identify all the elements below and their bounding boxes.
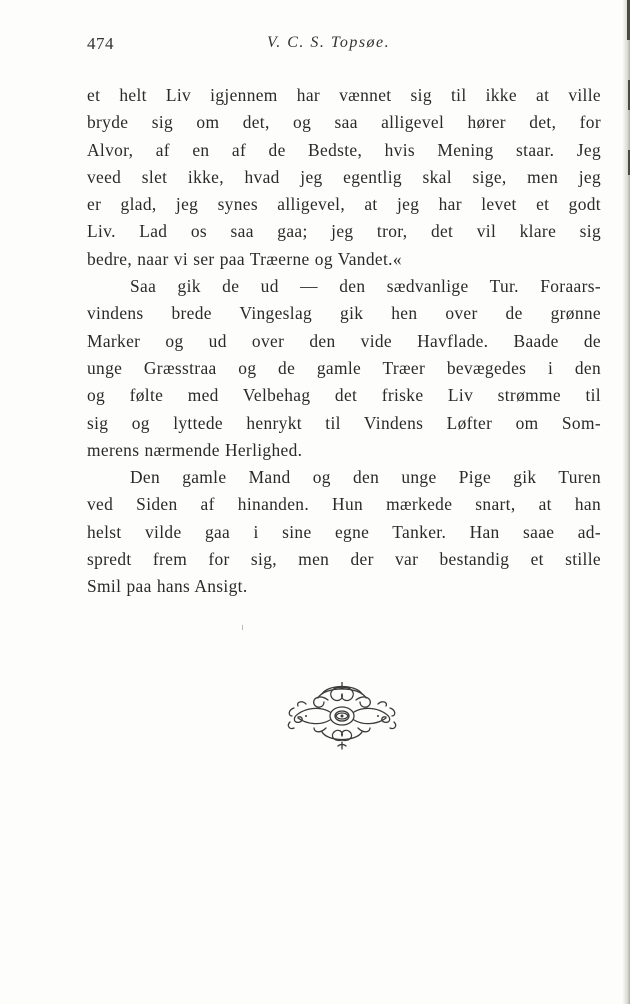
text-line: Alvor, af en af de Bedste, hvis Mening staar. Jeg [87,139,601,160]
text-line: sig og lyttede henrykt til Vindens Løfter om Som- [87,412,601,433]
text-line: bedre, naar vi ser paa Træerne og Vandet.« [87,248,402,269]
text-line: ved Siden af hinanden. Hun mærkede snart, at han [87,494,601,515]
text-line: merens nærmende Herlighed. [87,439,303,460]
text-line: et helt Liv igjennem har vænnet sig til ikke at ville [87,85,601,105]
text-line: Den gamle Mand og den unge Pige gik Turen [130,467,601,488]
text-line: unge Græsstraa og de gamle Træer bevægedes i den [87,357,601,378]
text-line: vindens brede Vingeslag gik hen over de grønne [87,303,601,324]
text-line: er glad, jeg synes alligevel, at jeg har levet et godt [87,194,601,215]
text-line: veed slet ikke, hvad jeg egentlig skal sige, men jeg [87,166,601,187]
page-header [87,34,602,58]
page-number: 474 [87,34,114,53]
body-text [87,82,601,601]
text-line: spredt frem for sig, men der var bestandig et stille [87,549,601,570]
running-head: V. C. S. Topsøe. [267,34,391,51]
tailpiece-ornament-icon [284,682,400,750]
text-line: Liv. Lad os saa gaa; jeg tror, det vil klare sig [87,221,601,242]
text-line: helst vilde gaa i sine egne Tanker. Han saae ad- [87,521,601,542]
text-line: og følte med Velbehag det friske Liv strømme til [87,385,601,406]
paper-speck [242,625,243,630]
text-line: Smil paa hans Ansigt. [87,576,248,597]
text-line: Saa gik de ud — den sædvanlige Tur. Foraars- [130,276,601,297]
text-line: bryde sig om det, og saa alligevel hører det, for [87,112,601,133]
text-line: Marker og ud over den vide Havflade. Baade de [87,330,601,351]
